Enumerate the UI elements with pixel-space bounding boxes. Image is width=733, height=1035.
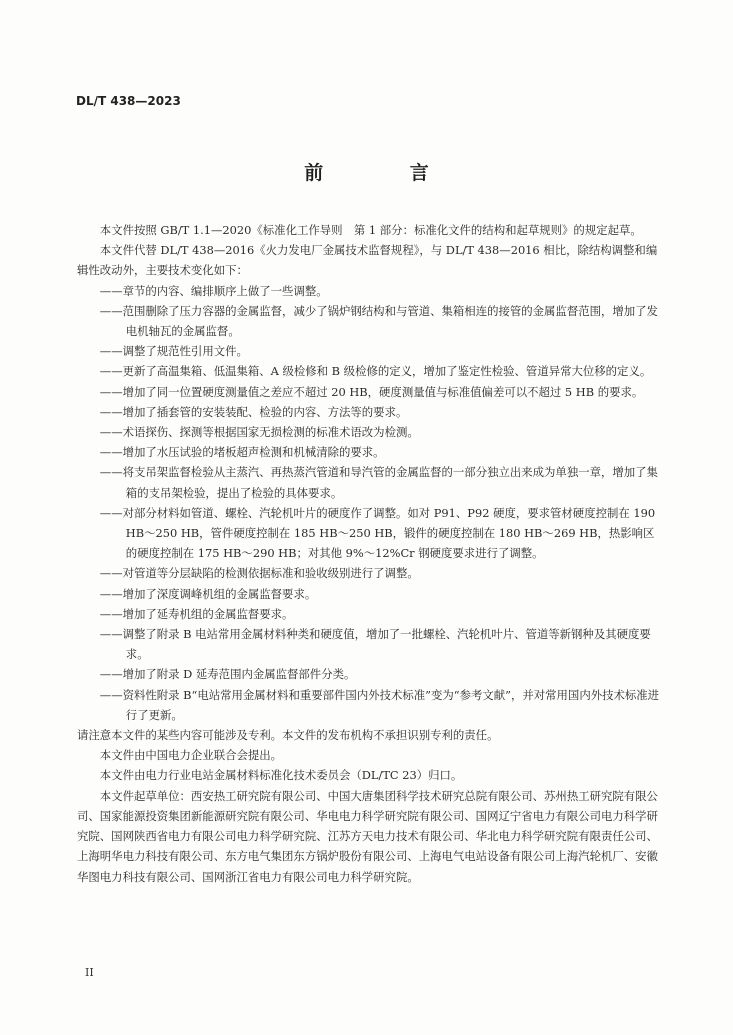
change-item: ——范围删除了压力容器的金属监督，减少了锅炉钢结构和与管道、集箱相连的接管的金属监督范围，增加了发电机轴瓦的金属监督。 [99,303,658,339]
paragraph: 本文件由中国电力企业联合会提出。 [99,748,283,763]
change-item: ——对管道等分层缺陷的检测依据标准和验收级别进行了调整。 [99,566,419,581]
change-item: ——将支吊架监督检验从主蒸汽、再热蒸汽管道和导汽管的金属监督的一部分独立出来成为单独一章，增加了集箱的支吊架检验，提出了检验的具体要求。 [99,465,658,500]
change-item: ——增加了同一位置硬度测量值之差应不超过 20 HB，硬度测量值与标准值偏差可以不超过 5 HB 的要求。 [99,384,644,399]
page-title: 前 言 [304,162,469,184]
change-item: ——对部分材料如管道、螺栓、汽轮机叶片的硬度作了调整。如对 P91、P92 硬度，要求管材硬度控制在 190 HB～250 HB，管件硬度控制在 185 HB～250 HB，锻件的硬度控制在 180 HB～269 HB，热影响区的硬度控制在 175 HB～290 HB；对其他 9%～12%Cr 钢硬度要求进行了调整。 [99,505,656,561]
change-item: ——增加了延寿机组的金属监督要求。 [99,606,294,621]
paragraph: 请注意本文件的某些内容可能涉及专利。本文件的发布机构不承担识别专利的责任。 [77,728,499,743]
change-item: ——增加了附录 D 延寿范围内金属监督部件分类。 [99,667,356,682]
page-number: II [85,966,94,979]
paragraph: 本文件由电力行业电站金属材料标准化技术委员会（DL/TC 23）归口。 [99,768,463,783]
change-item: ——增加了插套管的安装装配、检验的内容、方法等的要求。 [99,404,408,419]
change-item: ——增加了深度调峰机组的金属监督要求。 [99,586,317,601]
paragraph: 本文件代替 DL/T 438—2016《火力发电厂金属技术监督规程》，与 DL/T 438—2016 相比，除结构调整和编辑性改动外，主要技术变化如下： [77,243,658,278]
document-code: DL/T 438—2023 [76,94,181,108]
paragraph: 本文件按照 GB/T 1.1—2020《标准化工作导则 第 1 部分：标准化文件的结构和起草规则》的规定起草。 [99,223,642,237]
change-item: ——术语探伤、探测等根据国家无损检测的标准术语改为检测。 [99,425,419,440]
foreword-body [77,220,662,887]
change-item: ——更新了高温集箱、低温集箱、A 级检修和 B 级检修的定义，增加了鉴定性检验、管道异常大位移的定义。 [99,364,652,379]
change-item: ——调整了规范性引用文件。 [99,344,248,359]
change-item: ——资料性附录 B“电站常用金属材料和重要部件国内外技术标准”变为“参考文献”，并对常用国内外技术标准进行了更新。 [99,687,660,722]
change-item: ——调整了附录 B 电站常用金属材料种类和硬度值，增加了一批螺栓、汽轮机叶片、管道等新钢种及其硬度要求。 [99,627,651,662]
change-item: ——章节的内容、编排顺序上做了一些调整。 [99,283,328,298]
change-item: ——增加了水压试验的堵板超声检测和机械清除的要求。 [99,445,385,460]
paragraph: 本文件起草单位：西安热工研究院有限公司、中国大唐集团科学技术研究总院有限公司、苏州热工研究院有限公司、国家能源投资集团新能源研究院有限公司、华电电力科学研究院有限公司、国网辽宁省电力有限公司电力科学研究院、国网陕西省电力有限公司电力科学研究院、江苏方天电力技术有限公司、华北电力科学研究院有限责任公司、上海明华电力科技有限公司、东方电气集团东方锅炉股份有限公司、上海电气电站设备有限公司上海汽轮机厂、安徽华图电力科技有限公司、国网浙江省电力有限公司电力科学研究院。 [77,788,658,884]
